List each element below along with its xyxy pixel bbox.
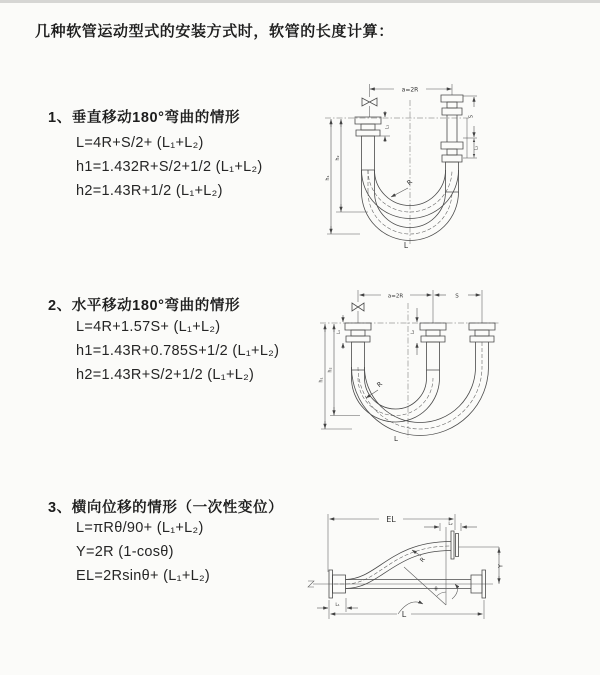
diagram-horizontal-180-bend	[315, 286, 507, 446]
d2-label-l1: L₁	[336, 330, 341, 334]
d2-label-s: S	[455, 293, 459, 300]
d2-dim-a2r	[360, 293, 432, 299]
d3-label-r: R	[418, 556, 427, 564]
d1-left-flange	[355, 117, 381, 170]
d1-dim-h2	[335, 119, 368, 212]
d1-dim-a2r	[370, 86, 452, 93]
section-3-formula-L: L=πRθ/90+ (L₁+L₂)	[76, 520, 204, 536]
d1-centerlines	[325, 100, 470, 245]
section-3-formula-EL: EL=2Rsinθ+ (L₁+L₂)	[76, 568, 211, 584]
section-2-formula-h1: h1=1.43R+0.785S+1/2 (L₁+L₂)	[76, 343, 280, 359]
d1-dim-s	[463, 96, 480, 158]
scan-edge	[0, 0, 600, 3]
section-3-heading: 3、横向位移的情形（一次性变位）	[48, 500, 284, 516]
d3-upper-flange	[451, 531, 499, 559]
d1-dim-l1	[380, 111, 391, 142]
d2-dim-s	[435, 293, 481, 299]
d2-hose-position1	[352, 370, 440, 422]
section-3-formula-Y: Y=2R (1-cosθ)	[76, 544, 174, 560]
d2-label-a2r: a=2R	[387, 293, 404, 300]
d2-label-r: R	[375, 379, 385, 389]
d1-label-a2r: a=2R	[401, 86, 419, 94]
d3-angle-construction	[398, 527, 457, 614]
d1-label-h2: h₂	[335, 155, 341, 161]
d2-right-flange	[469, 290, 495, 342]
d3-dim-l2	[424, 521, 477, 531]
d2-hose-position2	[352, 342, 489, 436]
d1-label-l1: L₁	[385, 124, 391, 130]
d2-dim-l1	[336, 315, 343, 349]
d3-dim-l	[329, 600, 484, 619]
d2-label-h1: h₁	[318, 377, 325, 383]
d1-label-r: R	[405, 177, 415, 187]
d1-right-flange	[441, 84, 463, 192]
diagram-lateral-displacement	[305, 510, 507, 624]
section-1-heading: 1、垂直移动180°弯曲的情形	[48, 110, 241, 126]
d3-label-y: Y	[497, 564, 505, 568]
section-2-heading: 2、水平移动180°弯曲的情形	[48, 298, 241, 314]
page-title: 几种软管运动型式的安装方式时，软管的长度计算：	[35, 23, 394, 40]
d3-label-theta: θ	[434, 586, 438, 593]
d2-dim-h1	[319, 324, 353, 429]
d1-label-l2: L₂	[474, 145, 480, 151]
section-1-formula-L: L=4R+S/2+ (L₁+L₂)	[76, 135, 204, 151]
d1-label-l: L	[403, 241, 409, 250]
section-1-formula-h2: h2=1.43R+1/2 (L₁+L₂)	[76, 183, 223, 199]
d1-radius-leader	[391, 178, 414, 197]
d3-label-l: L	[401, 610, 407, 619]
d2-middle-flange	[420, 290, 446, 370]
d1-dim-h1	[325, 119, 360, 234]
d1-label-h1: h₁	[325, 175, 331, 181]
d2-dim-l2	[410, 308, 417, 355]
d3-curved-hose	[334, 542, 451, 589]
d2-label-h2: h₂	[327, 367, 334, 373]
section-2-formula-h2: h2=1.43R+S/2+1/2 (L₁+L₂)	[76, 367, 255, 383]
section-2-formula-L: L=4R+1.57S+ (L₁+L₂)	[76, 319, 221, 335]
d3-dim-l1	[317, 598, 358, 612]
section-1-formula-h1: h1=1.432R+S/2+1/2 (L₁+L₂)	[76, 159, 263, 175]
d2-label-l2: L₂	[410, 330, 415, 334]
d1-label-s: S	[468, 114, 475, 119]
d3-dim-y	[498, 547, 505, 584]
d2-left-flange	[345, 323, 371, 370]
diagram-vertical-180-bend	[320, 80, 490, 252]
d3-label-el: EL	[386, 515, 396, 524]
d3-label-l2: L₂	[448, 522, 453, 527]
d2-label-l: L	[394, 435, 398, 443]
d3-label-l1: L₁	[335, 603, 340, 608]
